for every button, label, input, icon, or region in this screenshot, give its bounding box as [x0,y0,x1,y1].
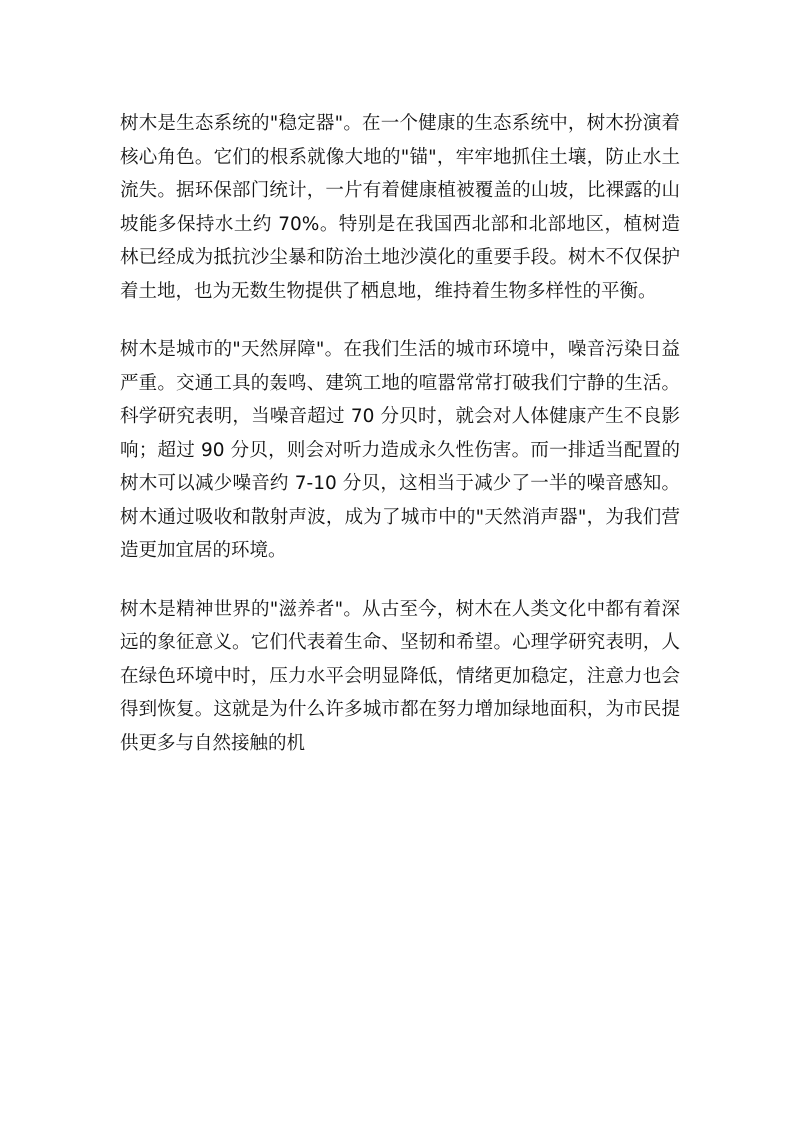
document-body [120,107,680,785]
paragraph-city-barrier: 树木是城市的"天然屏障"。在我们生活的城市环境中，噪音污染日益严重。交通工具的轰鸣、建筑工地的喧嚣常常打破我们宁静的生活。科学研究表明，当噪音超过 70 分贝时，就会对人体健康产生不良影响；超过 90 分贝，则会对听力造成永久性伤害。而一排适当配置的树木可以减少噪音约 7-10 分贝，这相当于减少了一半的噪音感知。树木通过吸收和散射声波，成为了城市中的"天然消声器"，为我们营造更加宜居的环境。 [120,339,680,561]
paragraph-ecosystem: 树木是生态系统的"稳定器"。在一个健康的生态系统中，树木扮演着核心角色。它们的根系就像大地的"锚"，牢牢地抓住土壤，防止水土流失。据环保部门统计，一片有着健康植被覆盖的山坡，比裸露的山坡能多保持水土约 70%。特别是在我国西北部和北部地区，植树造林已经成为抵抗沙尘暴和防治土地沙漠化的重要手段。树木不仅保护着土地，也为无数生物提供了栖息地，维持着生物多样性的平衡。 [120,113,680,302]
paragraph-spiritual: 树木是精神世界的"滋养者"。从古至今，树木在人类文化中都有着深远的象征意义。它们代表着生命、坚韧和希望。心理学研究表明，人在绿色环境中时，压力水平会明显降低，情绪更加稳定，注意力也会得到恢复。这就是为什么许多城市都在努力增加绿地面积，为市民提供更多与自然接触的机 [120,598,680,754]
